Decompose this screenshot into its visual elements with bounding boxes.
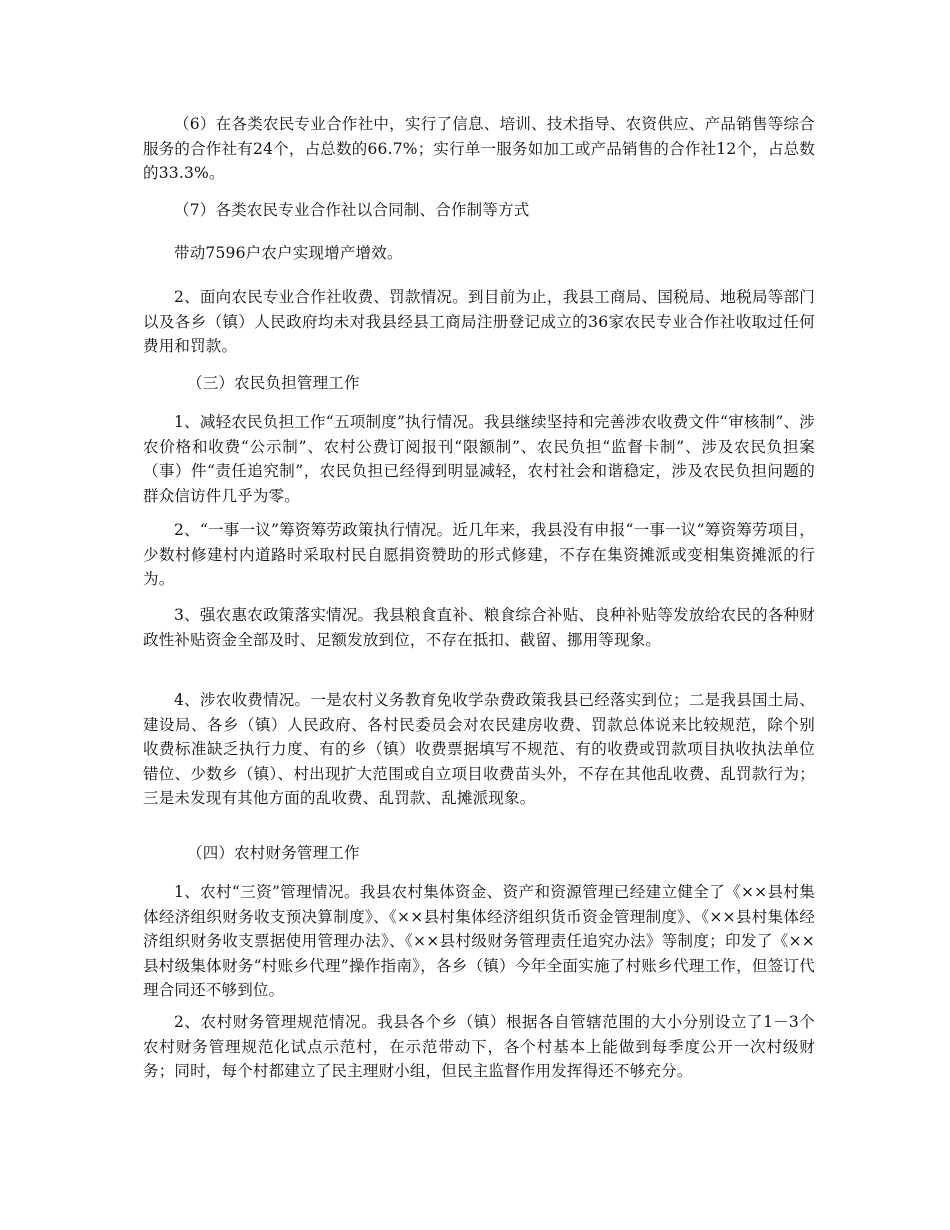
paragraph-one-matter-one-discussion: 2、“一事一议”筹资筹劳政策执行情况。近几年来，我县没有申报“一事一议”筹资筹劳项目，少数村修建村内道路时采取村民自愿捐资赞助的形式修建，不存在集资摊派或变相集资摊派的行为。 — [143, 521, 815, 588]
paragraph-fees-fines: 2、面向农民专业合作社收费、罚款情况。到目前为止，我县工商局、国税局、地税局等部门以及各乡（镇）人民政府均未对我县经县工商局注册登记成立的36家农民专业合作社收取过任何费用和罚款。 — [143, 288, 815, 355]
section-heading-farmer-burden: （三）农民负担管理工作 — [187, 374, 360, 392]
paragraph-five-systems: 1、减轻农民负担工作“五项制度”执行情况。我县继续坚持和完善涉农收费文件“审核制”、涉农价格和收费“公示制”、农村公费订阅报刊“限额制”、农民负担“监督卡制”、涉及农民负担案（事）件“责任追究制”，农民负担已经得到明显减轻，农村社会和谐稳定，涉及农民负担问题的群众信访件几乎为零。 — [143, 413, 815, 505]
paragraph-cooperative-services: （6）在各类农民专业合作社中，实行了信息、培训、技术指导、农资供应、产品销售等综合服务的合作社有24个，占总数的66.7%；实行单一服务如加工或产品销售的合作社12个，占总数的33.3%。 — [143, 115, 815, 182]
paragraph-finance-standardization: 2、农村财务管理规范情况。我县各个乡（镇）根据各自管辖范围的大小分别设立了1－3个农村财务管理规范化试点示范村，在示范带动下，各个村基本上能做到每季度公开一次村级财务；同时，每个村都建立了民主理财小组，但民主监督作用发挥得还不够充分。 — [143, 1013, 815, 1080]
paragraph-agricultural-fees: 4、涉农收费情况。一是农村义务教育免收学杂费政策我县已经落实到位；二是我县国土局、建设局、各乡（镇）人民政府、各村民委员会对农民建房收费、罚款总体说来比较规范，除个别收费标准缺乏执行力度、有的乡（镇）收费票据填写不规范、有的收费或罚款项目执收执法单位错位、少数乡（镇）、村出现扩大范围或自立项目收费苗头外，不存在其他乱收费、乱罚款行为；三是未发现有其他方面的乱收费、乱罚款、乱摊派现象。 — [143, 691, 815, 807]
paragraph-three-assets-management: 1、农村“三资”管理情况。我县农村集体资金、资产和资源管理已经建立健全了《××县村集体经济组织财务收支预决算制度》、《××县村集体经济组织货币资金管理制度》、《××县村集体经济组织财务收支票据使用管理办法》、《××县村级财务管理责任追究办法》等制度；印发了《××县村级集体财务“村账乡代理”操作指南》，各乡（镇）今年全面实施了村账乡代理工作，但签订代理合同还不够到位。 — [143, 883, 815, 999]
section-heading-village-finance: （四）农村财务管理工作 — [187, 844, 360, 862]
paragraph-subsidy-policy: 3、强农惠农政策落实情况。我县粮食直补、粮食综合补贴、良种补贴等发放给农民的各种财政性补贴资金全部及时、足额发放到位，不存在抵扣、截留、挪用等现象。 — [143, 606, 815, 649]
paragraph-cooperative-methods: （7）各类农民专业合作社以合同制、合作制等方式 — [174, 201, 530, 219]
paragraph-households-driven: 带动7596户农户实现增产增效。 — [174, 244, 403, 262]
